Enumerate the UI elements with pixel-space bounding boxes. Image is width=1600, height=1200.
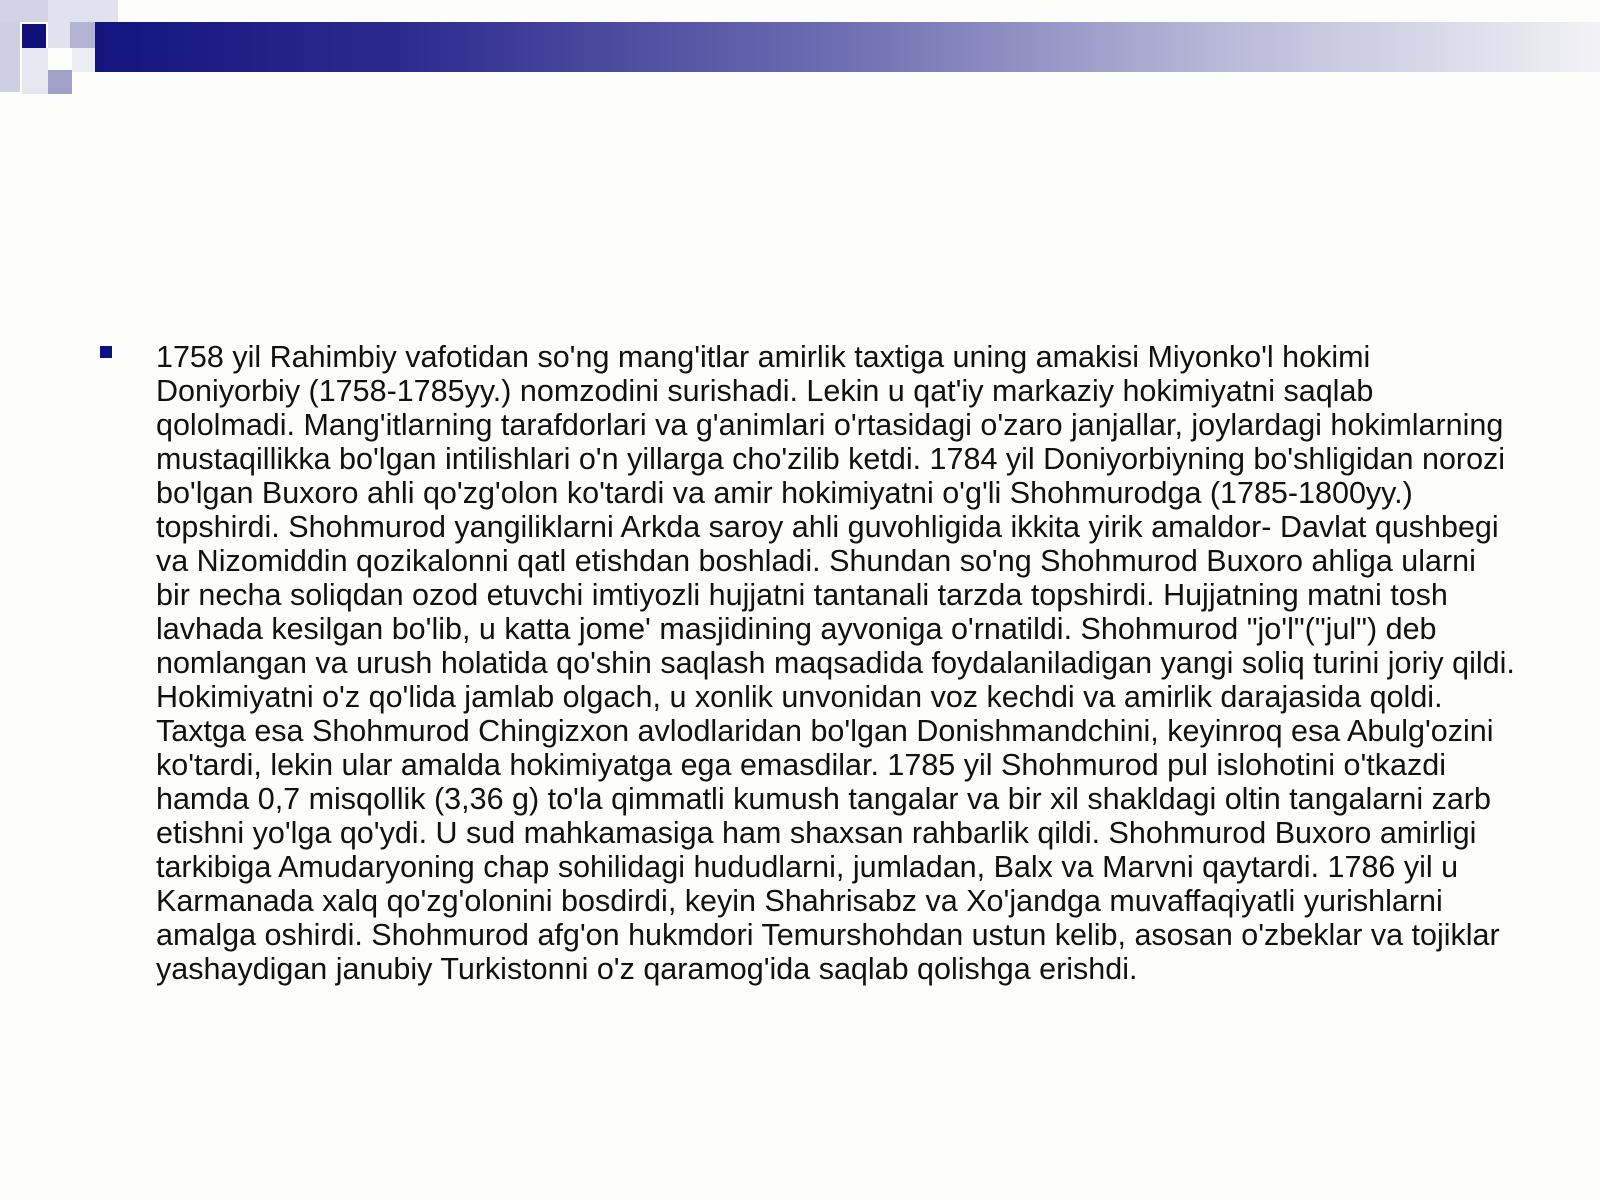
header-banner (95, 22, 1600, 72)
bullet-paragraph: 1758 yil Rahimbiy vafotidan so'ng mang'itlar amirlik taxtiga uning amakisi Miyonko'l hokimi Doniyorbiy (1758-1785yy.) nomzodini surishadi. Lekin u qat'iy markaziy hokimiyatni saqlab qololmadi. Mang'itlarning tarafdorlari va g'animlari o'rtasidagi o'zaro janjallar, joylardagi hokimlarning mustaqillikka bo'lgan intilishlari o'n yillarga cho'zilib ketdi. 1784 yil Doniyorbiyning bo'shligidan norozi bo'lgan Buxoro ahli qo'zg'olon ko'tardi va amir hokimiyatni o'g'li Shohmurodga (1785-1800yy.) topshirdi. Shohmurod yangiliklarni Arkda saroy ahli guvohligida ikkita yirik amaldor- Davlat qushbegi va Nizomiddin qozikalonni qatl etishdan boshladi. Shundan so'ng Shohmurod Buxoro ahliga ularni bir necha soliqdan ozod etuvchi imtiyozli hujjatni tantanali tarzda topshirdi. Hujjatning matni tosh lavhada kesilgan bo'lib, u katta jome' masjidining ayvoniga o'rnatildi. Shohmurod "jo'l"("jul") deb nomlangan va urush holatida qo'shin saqlash maqsadida foydalaniladigan yangi soliq turini joriy qildi. Hokimiyatni o'z qo'lida jamlab olgach, u xonlik unvonidan voz kechdi va amirlik darajasida qoldi. Taxtga esa Shohmurod Chingizxon avlodlaridan bo'lgan Donishmandchini, keyinroq esa Abulg'ozini ko'tardi, lekin ular amalda hokimiyatga ega emasdilar. 1785 yil Shohmurod pul islohotini o'tkazdi hamda 0,7 misqollik (3,36 g) to'la qimmatli kumush tangalar va bir xil shakldagi oltin tangalarni zarb etishni yo'lga qo'ydi. U sud mahkamasiga ham shaxsan rahbarlik qildi. Shohmurod Buxoro amirligi tarkibiga Amudaryoning chap sohilidagi hududlarni, jumladan, Balx va Marvni qaytardi. 1786 yil u Karmanada xalq qo'zg'olonini bosdirdi, keyin Shahrisabz va Xo'jandga muvaffaqiyatli yurishlarni amalga oshirdi. Shohmurod afg'on hukmdori Temurshohdan ustun kelib, asosan o'zbeklar va tojiklar yashaydigan janubiy Turkistonni o'z qaramog'ida saqlab qolishga erishdi. (156, 340, 1515, 986)
decorative-square (48, 70, 72, 94)
slide-content (100, 340, 1520, 986)
decorative-square (72, 48, 95, 72)
decorative-square (22, 48, 48, 94)
decorative-square (0, 22, 20, 92)
decorative-square (22, 24, 46, 48)
square-bullet-icon (100, 346, 112, 358)
bullet-item (100, 340, 1520, 986)
